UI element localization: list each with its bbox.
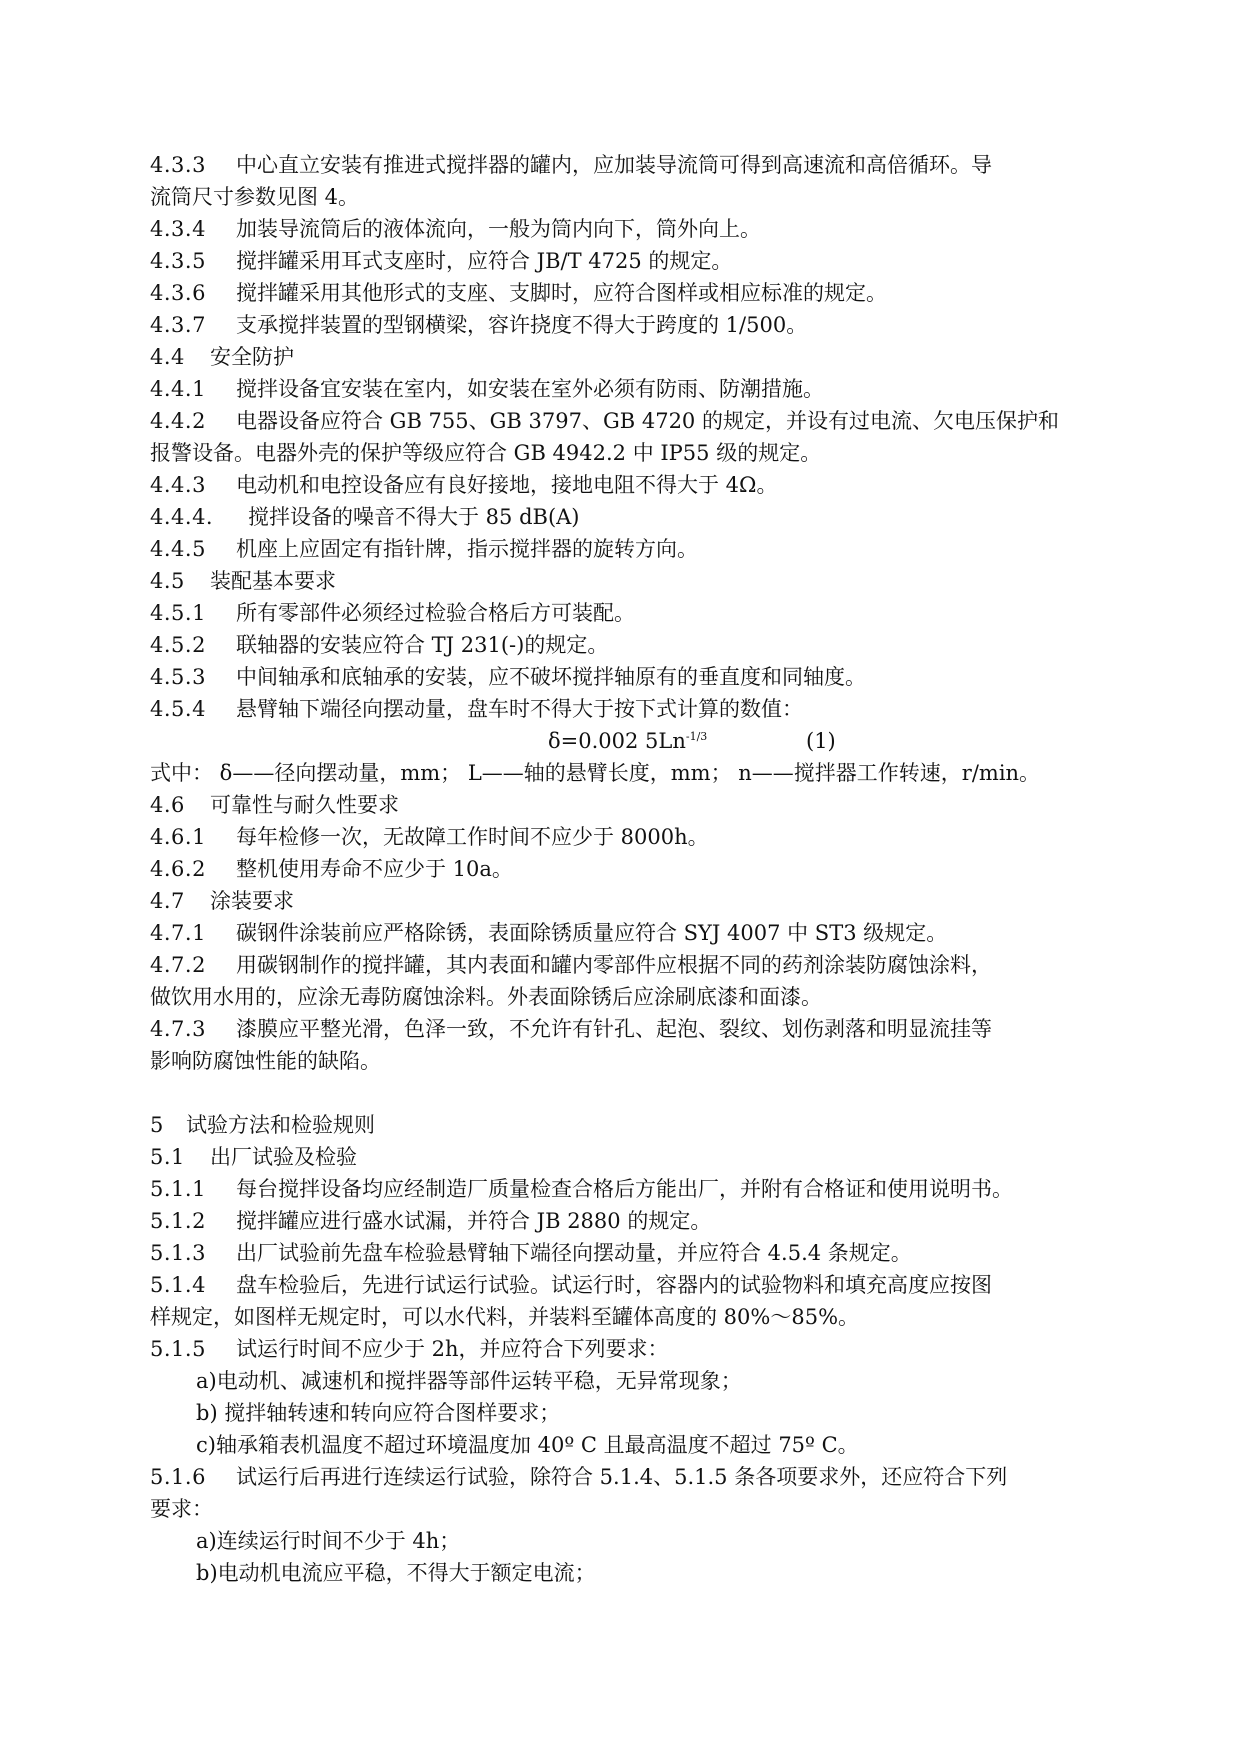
section-4-4-heading [150, 341, 1140, 373]
clause-text: 电动机和电控设备应有良好接地，接地电阻不得大于 4Ω。 [236, 473, 778, 497]
spacer [150, 1077, 1140, 1109]
clause-4-3-3 [150, 149, 1140, 213]
clause-4-6-1 [150, 821, 1140, 853]
clause-5-1-6 [150, 1461, 1140, 1589]
formula-tag: (1) [806, 729, 836, 753]
clause-4-5-3 [150, 661, 1140, 693]
clause-number: 4.3.5 [150, 249, 206, 273]
list-item: b)电动机电流应平稳，不得大于额定电流； [196, 1561, 596, 1585]
clause-text-cont: 做饮用水用的，应涂无毒防腐蚀涂料。外表面除锈后应涂刷底漆和面漆。 [150, 985, 822, 1009]
clause-number: 5.1.1 [150, 1177, 206, 1201]
section-title: 装配基本要求 [210, 569, 336, 593]
section-title: 出厂试验及检验 [210, 1145, 357, 1169]
clause-number: 4.3.4 [150, 217, 206, 241]
clause-number: 5.1.3 [150, 1241, 206, 1265]
clause-4-5-4 [150, 693, 1140, 725]
clause-text-cont: 流筒尺寸参数见图 4。 [150, 185, 360, 209]
list-item: a)连续运行时间不少于 4h； [196, 1529, 461, 1553]
section-number: 4.6 [150, 793, 185, 817]
clause-number: 4.5.4 [150, 697, 206, 721]
clause-number: 4.6.2 [150, 857, 206, 881]
list-item: a)电动机、减速机和搅拌器等部件运转平稳，无异常现象； [196, 1369, 742, 1393]
clause-text: 搅拌设备宜安装在室内，如安装在室外必须有防雨、防潮措施。 [236, 377, 824, 401]
section-number: 4.4 [150, 345, 185, 369]
clause-number: 4.7.2 [150, 953, 206, 977]
clause-text: 整机使用寿命不应少于 10a。 [236, 857, 513, 881]
list-item: c)轴承箱表机温度不超过环境温度加 40º C 且最高温度不超过 75º C。 [196, 1433, 859, 1457]
clause-5-1-2 [150, 1205, 1140, 1237]
clause-text: 漆膜应平整光滑，色泽一致，不允许有针孔、起泡、裂纹、划伤剥落和明显流挂等 [236, 1017, 992, 1041]
clause-number: 4.4.5 [150, 537, 206, 561]
clause-text: 搅拌罐采用其他形式的支座、支脚时，应符合图样或相应标准的规定。 [236, 281, 887, 305]
clause-number: 4.4.2 [150, 409, 206, 433]
clause-number: 4.7.3 [150, 1017, 206, 1041]
clause-5-1-1 [150, 1173, 1140, 1205]
clause-4-3-4 [150, 213, 1140, 245]
section-4-5-heading [150, 565, 1140, 597]
clause-text: 试运行时间不应少于 2h，并应符合下列要求： [236, 1337, 669, 1361]
clause-text: 出厂试验前先盘车检验悬臂轴下端径向摆动量，并应符合 4.5.4 条规定。 [236, 1241, 912, 1265]
section-title: 试验方法和检验规则 [186, 1113, 375, 1137]
clause-text: 电器设备应符合 GB 755、GB 3797、GB 4720 的规定，并设有过电流、欠电压保护和 [236, 409, 1059, 433]
section-title: 安全防护 [210, 345, 294, 369]
section-number: 5 [150, 1113, 164, 1137]
clause-number: 4.4.1 [150, 377, 206, 401]
clause-text: 试运行后再进行连续运行试验，除符合 5.1.4、5.1.5 条各项要求外，还应符合下列 [236, 1465, 1008, 1489]
clause-text: 机座上应固定有指针牌，指示搅拌器的旋转方向。 [236, 537, 698, 561]
section-5-1-heading [150, 1141, 1140, 1173]
clause-text: 加装导流筒后的液体流向，一般为筒内向下，筒外向上。 [236, 217, 761, 241]
clause-4-3-5 [150, 245, 1140, 277]
clause-4-4-2 [150, 405, 1140, 469]
clause-text: 搅拌罐应进行盛水试漏，并符合 JB 2880 的规定。 [236, 1209, 712, 1233]
clause-text: 中间轴承和底轴承的安装，应不破坏搅拌轴原有的垂直度和同轴度。 [236, 665, 866, 689]
clause-text: 搅拌罐采用耳式支座时，应符合 JB/T 4725 的规定。 [236, 249, 733, 273]
clause-text-cont: 报警设备。电器外壳的保护等级应符合 GB 4942.2 中 IP55 级的规定。 [150, 441, 822, 465]
clause-4-4-5 [150, 533, 1140, 565]
clause-text: 所有零部件必须经过检验合格后方可装配。 [236, 601, 635, 625]
clause-text: 联轴器的安装应符合 TJ 231(-)的规定。 [236, 633, 609, 657]
clause-4-4-3 [150, 469, 1140, 501]
list-item: b) 搅拌轴转速和转向应符合图样要求； [196, 1401, 561, 1425]
clause-text-cont: 样规定，如图样无规定时，可以水代料，并装料至罐体高度的 80%～85%。 [150, 1305, 860, 1329]
clause-4-4-4 [150, 501, 1140, 533]
clause-number: 5.1.2 [150, 1209, 206, 1233]
document-body [150, 149, 1140, 1589]
clause-number: 5.1.5 [150, 1337, 206, 1361]
clause-number: 5.1.6 [150, 1465, 206, 1489]
clause-text: 碳钢件涂装前应严格除锈，表面除锈质量应符合 SYJ 4007 中 ST3 级规定。 [236, 921, 948, 945]
formula-1 [150, 725, 1140, 757]
section-4-6-heading [150, 789, 1140, 821]
section-4-7-heading [150, 885, 1140, 917]
clause-4-7-3 [150, 1013, 1140, 1077]
clause-text: 用碳钢制作的搅拌罐，其内表面和罐内零部件应根据不同的药剂涂装防腐蚀涂料， [236, 953, 992, 977]
section-title: 可靠性与耐久性要求 [210, 793, 399, 817]
clause-5-1-3 [150, 1237, 1140, 1269]
clause-text: 搅拌设备的噪音不得大于 85 dB(A) [248, 505, 580, 529]
clause-4-3-7 [150, 309, 1140, 341]
clause-5-1-4 [150, 1269, 1140, 1333]
clause-4-7-1 [150, 917, 1140, 949]
clause-number: 4.5.3 [150, 665, 206, 689]
clause-number: 4.5.1 [150, 601, 206, 625]
clause-4-3-6 [150, 277, 1140, 309]
clause-text: 每年检修一次，无故障工作时间不应少于 8000h。 [236, 825, 709, 849]
formula-exponent: -1/3 [685, 730, 708, 743]
clause-4-7-2 [150, 949, 1140, 1013]
clause-text: 每台搅拌设备均应经制造厂质量检查合格后方能出厂，并附有合格证和使用说明书。 [236, 1177, 1013, 1201]
section-5-heading [150, 1109, 1140, 1141]
clause-number: 4.6.1 [150, 825, 206, 849]
clause-number: 4.7.1 [150, 921, 206, 945]
section-title: 涂装要求 [210, 889, 294, 913]
clause-4-4-1 [150, 373, 1140, 405]
clause-number: 4.4.4. [150, 505, 214, 529]
clause-text: 中心直立安装有推进式搅拌器的罐内，应加装导流筒可得到高速流和高倍循环。导 [236, 153, 992, 177]
section-number: 5.1 [150, 1145, 185, 1169]
clause-text-cont: 要求： [150, 1497, 213, 1521]
clause-text: 支承搅拌装置的型钢横梁，容许挠度不得大于跨度的 1/500。 [236, 313, 808, 337]
clause-number: 4.3.6 [150, 281, 206, 305]
clause-5-1-5 [150, 1333, 1140, 1461]
clause-number: 4.3.3 [150, 153, 206, 177]
clause-number: 5.1.4 [150, 1273, 206, 1297]
clause-text-cont: 影响防腐蚀性能的缺陷。 [150, 1049, 381, 1073]
clause-text: 盘车检验后，先进行试运行试验。试运行时，容器内的试验物料和填充高度应按图 [236, 1273, 992, 1297]
section-number: 4.5 [150, 569, 185, 593]
clause-4-5-2 [150, 629, 1140, 661]
clause-4-6-2 [150, 853, 1140, 885]
formula-expression: δ=0.002 5Ln [548, 729, 686, 753]
clause-4-5-1 [150, 597, 1140, 629]
clause-number: 4.3.7 [150, 313, 206, 337]
clause-number: 4.4.3 [150, 473, 206, 497]
section-number: 4.7 [150, 889, 185, 913]
clause-text: 悬臂轴下端径向摆动量，盘车时不得大于按下式计算的数值： [236, 697, 803, 721]
clause-number: 4.5.2 [150, 633, 206, 657]
formula-note: 式中： δ——径向摆动量，mm； L——轴的悬臂长度，mm； n——搅拌器工作转速，r/min。 [150, 761, 1041, 785]
